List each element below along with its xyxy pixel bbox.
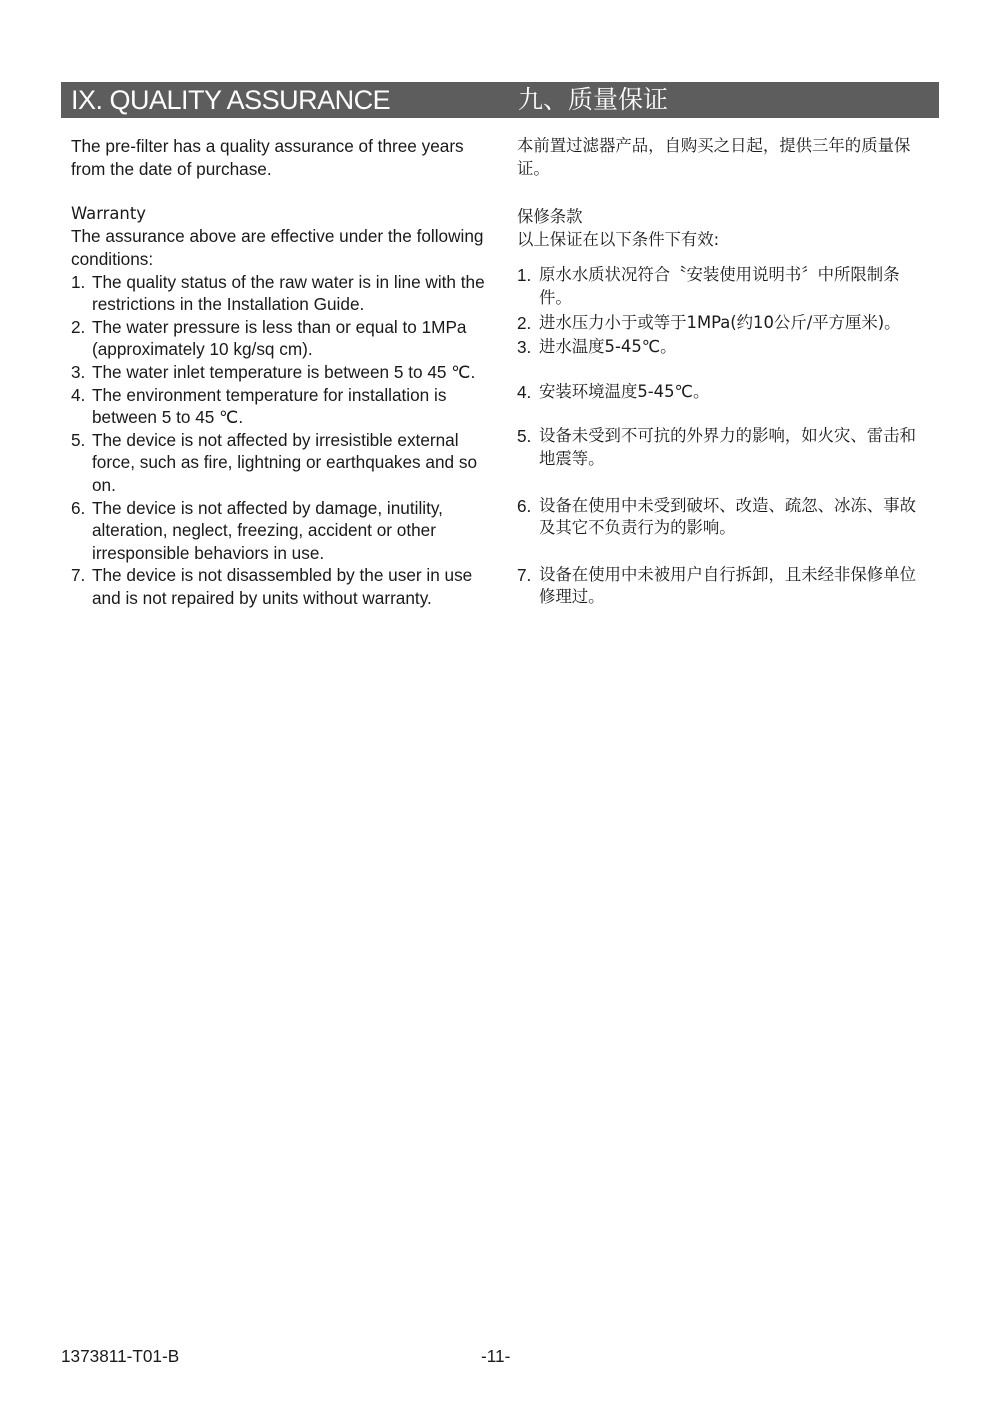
- conditions-list-en: [71, 271, 491, 610]
- condition-item-en: [71, 271, 491, 316]
- section-title-chinese: 九、质量保证: [518, 85, 669, 114]
- condition-number: 1.: [517, 265, 532, 286]
- condition-text: 原水水质状况符合〝安装使用说明书〞中所限制条件。: [539, 265, 900, 307]
- condition-text: The device is not disassembled by the user in use and is not repaired by units without warranty.: [92, 565, 473, 608]
- english-column: [71, 135, 491, 609]
- condition-item-en: [71, 497, 491, 565]
- condition-text: The environment temperature for installation is between 5 to 45 ℃.: [92, 384, 447, 428]
- condition-text: 进水温度5-45℃。: [539, 337, 677, 357]
- condition-number: 3.: [517, 337, 532, 358]
- warranty-text-en: The assurance above are effective under the following conditions:: [71, 226, 484, 269]
- condition-text: 进水压力小于或等于1MPa(约10公斤/平方厘米)。: [539, 312, 901, 332]
- condition-item-zh: [517, 264, 927, 309]
- condition-text: The device is not affected by irresistible external force, such as fire, lightning or earthquakes and so on.: [92, 429, 478, 495]
- warranty-heading-zh: 保修条款: [517, 207, 583, 227]
- condition-item-en: [71, 316, 491, 361]
- condition-number: 7.: [517, 564, 532, 585]
- condition-item-zh: [517, 336, 927, 359]
- condition-number: 6.: [71, 497, 86, 518]
- condition-item-en: [71, 361, 491, 384]
- condition-number: 2.: [71, 316, 86, 337]
- condition-item-en: [71, 564, 491, 609]
- chinese-column: [517, 135, 927, 609]
- condition-item-zh: [517, 381, 927, 404]
- condition-item-en: [71, 429, 491, 497]
- intro-paragraph-zh: 本前置过滤器产品，自购买之日起，提供三年的质量保证。: [517, 136, 911, 178]
- condition-item-en: [71, 384, 491, 429]
- condition-text: 安装环境温度5-45℃。: [539, 381, 710, 401]
- condition-text: The device is not affected by damage, inutility, alteration, neglect, freezing, accident or other irresponsible behaviors in use.: [92, 497, 443, 563]
- section-header-bar: [61, 82, 939, 118]
- condition-number: 6.: [517, 495, 532, 516]
- condition-number: 3.: [71, 361, 86, 382]
- condition-number: 4.: [71, 384, 86, 405]
- condition-text: 设备未受到不可抗的外界力的影响，如火灾、雷击和地震等。: [539, 426, 916, 468]
- section-title-english: IX. QUALITY ASSURANCE: [71, 85, 391, 115]
- conditions-list-zh: [517, 264, 927, 609]
- warranty-heading-en: Warranty: [71, 203, 146, 223]
- intro-paragraph-en: The pre-filter has a quality assurance of three years from the date of purchase.: [71, 136, 464, 179]
- condition-item-zh: [517, 495, 927, 540]
- condition-number: 5.: [71, 429, 86, 450]
- condition-text: The water pressure is less than or equal to 1MPa (approximately 10 kg/sq cm).: [92, 316, 467, 360]
- condition-number: 7.: [71, 565, 86, 586]
- condition-item-zh: [517, 425, 927, 470]
- condition-number: 2.: [517, 312, 532, 333]
- warranty-text-zh: 以上保证在以下条件下有效:: [517, 229, 720, 249]
- condition-item-zh: [517, 564, 927, 609]
- condition-item-zh: [517, 312, 927, 335]
- condition-text: 设备在使用中未受到破坏、改造、疏忽、冰冻、事故及其它不负责行为的影响。: [539, 495, 916, 538]
- page-number: -11-: [481, 1346, 511, 1366]
- condition-number: 5.: [517, 426, 532, 447]
- document-code: 1373811-T01-B: [61, 1346, 180, 1366]
- condition-number: 1.: [71, 271, 86, 292]
- condition-number: 4.: [517, 381, 532, 402]
- condition-text: The water inlet temperature is between 5 to 45 ℃.: [92, 361, 476, 382]
- condition-text: The quality status of the raw water is in line with the restrictions in the Installation Guide.: [92, 271, 485, 315]
- condition-text: 设备在使用中未被用户自行拆卸，且未经非保修单位修理过。: [539, 564, 916, 607]
